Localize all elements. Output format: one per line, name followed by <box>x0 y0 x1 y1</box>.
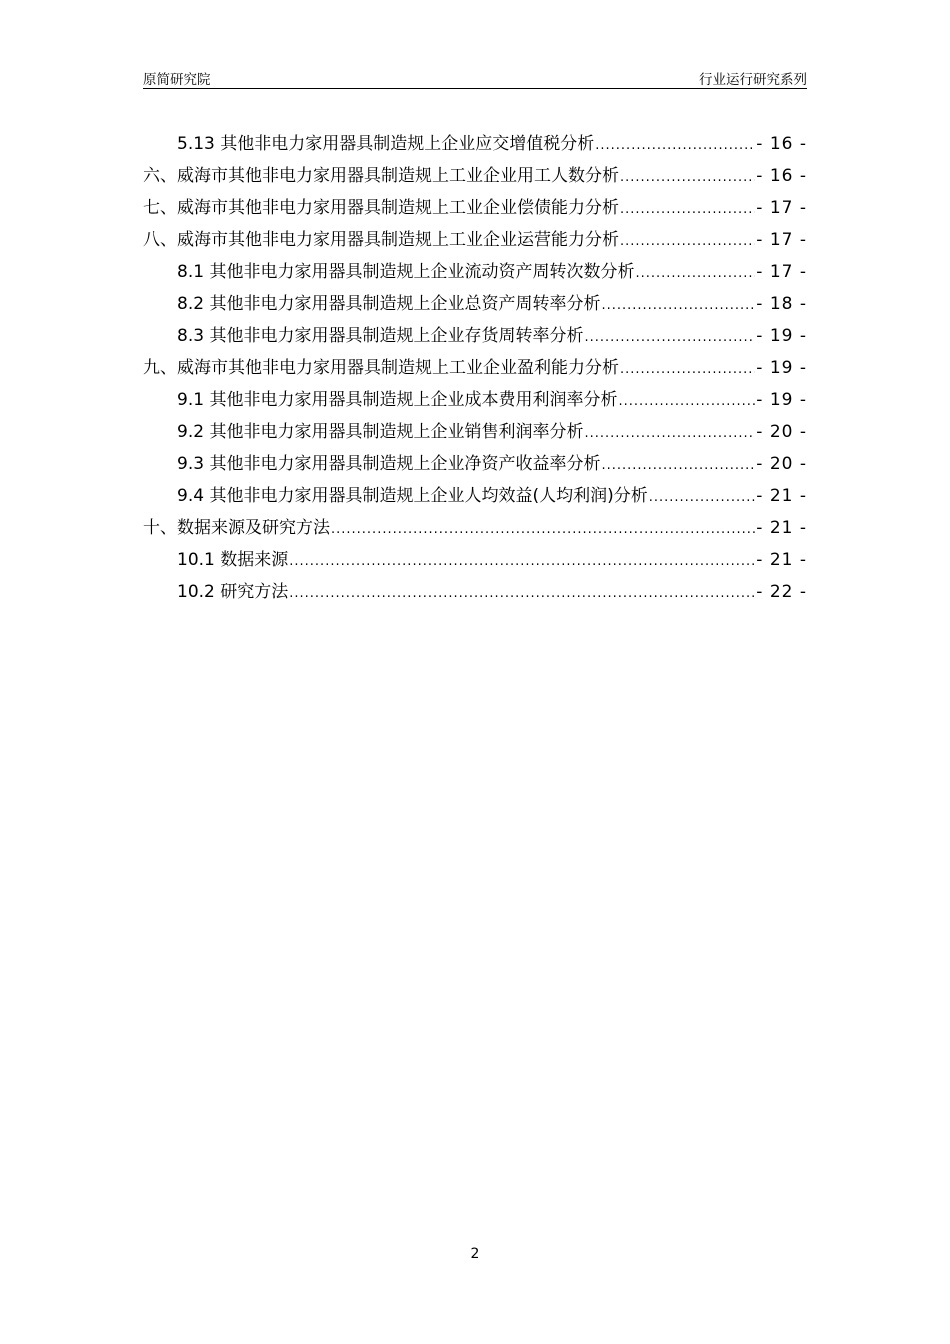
toc-leader-dots <box>620 162 755 194</box>
header-organization: 原简研究院 <box>143 72 211 88</box>
toc-entry[interactable] <box>143 576 807 608</box>
toc-entry-title: 5.13 其他非电力家用器具制造规上企业应交增值税分析 <box>177 134 595 154</box>
toc-leader-dots <box>601 290 755 322</box>
toc-entry-title: 九、威海市其他非电力家用器具制造规上工业企业盈利能力分析 <box>143 358 619 378</box>
toc-entry-page: - 19 - <box>756 390 807 410</box>
toc-entry-page: - 20 - <box>756 454 807 474</box>
toc-leader-dots <box>601 450 755 482</box>
header-series-title: 行业运行研究系列 <box>699 72 807 88</box>
toc-entry-title: 9.2 其他非电力家用器具制造规上企业销售利润率分析 <box>177 422 584 442</box>
toc-entry-title: 十、数据来源及研究方法 <box>143 518 330 538</box>
toc-entry[interactable] <box>143 320 807 352</box>
toc-entry[interactable] <box>143 512 807 544</box>
toc-entry[interactable] <box>143 352 807 384</box>
toc-entry-page: - 17 - <box>756 198 807 218</box>
toc-entry-title: 8.2 其他非电力家用器具制造规上企业总资产周转率分析 <box>177 294 601 314</box>
toc-entry[interactable] <box>143 192 807 224</box>
toc-entry-page: - 18 - <box>756 294 807 314</box>
toc-entry-title: 9.3 其他非电力家用器具制造规上企业净资产收益率分析 <box>177 454 601 474</box>
toc-entry-title: 9.1 其他非电力家用器具制造规上企业成本费用利润率分析 <box>177 390 618 410</box>
toc-leader-dots <box>620 354 755 386</box>
toc-entry-title: 10.1 数据来源 <box>177 550 289 570</box>
toc-entry-page: - 21 - <box>756 486 807 506</box>
toc-entry-title: 10.2 研究方法 <box>177 582 289 602</box>
toc-entry[interactable] <box>143 128 807 160</box>
toc-entry-page: - 21 - <box>756 550 807 570</box>
toc-leader-dots <box>289 578 755 610</box>
toc-entry-page: - 16 - <box>756 166 807 186</box>
toc-entry-page: - 20 - <box>756 422 807 442</box>
toc-leader-dots <box>620 226 755 258</box>
toc-entry-title: 8.1 其他非电力家用器具制造规上企业流动资产周转次数分析 <box>177 262 635 282</box>
toc-leader-dots <box>635 258 755 290</box>
toc-leader-dots <box>289 546 755 578</box>
toc-entry-page: - 21 - <box>756 518 807 538</box>
toc-entry-page: - 17 - <box>756 262 807 282</box>
toc-entry[interactable] <box>143 256 807 288</box>
toc-entry[interactable] <box>143 288 807 320</box>
toc-leader-dots <box>620 194 755 226</box>
toc-leader-dots <box>649 482 756 514</box>
toc-entry[interactable] <box>143 160 807 192</box>
toc-leader-dots <box>595 130 755 162</box>
toc-entry-title: 六、威海市其他非电力家用器具制造规上工业企业用工人数分析 <box>143 166 619 186</box>
toc-entry[interactable] <box>143 416 807 448</box>
toc-entry-page: - 16 - <box>756 134 807 154</box>
toc-entry-page: - 19 - <box>756 358 807 378</box>
page-header <box>143 66 807 89</box>
toc-leader-dots <box>618 386 755 418</box>
toc-entry[interactable] <box>143 544 807 576</box>
toc-leader-dots <box>584 322 755 354</box>
toc-entry-page: - 17 - <box>756 230 807 250</box>
toc-leader-dots <box>584 418 755 450</box>
toc-entry-title: 七、威海市其他非电力家用器具制造规上工业企业偿债能力分析 <box>143 198 619 218</box>
toc-entry[interactable] <box>143 384 807 416</box>
toc-entry-page: - 19 - <box>756 326 807 346</box>
toc-entry-page: - 22 - <box>756 582 807 602</box>
toc-entry-title: 八、威海市其他非电力家用器具制造规上工业企业运营能力分析 <box>143 230 619 250</box>
table-of-contents <box>143 128 807 608</box>
toc-entry-title: 8.3 其他非电力家用器具制造规上企业存货周转率分析 <box>177 326 584 346</box>
toc-entry[interactable] <box>143 448 807 480</box>
toc-entry[interactable] <box>143 480 807 512</box>
toc-entry[interactable] <box>143 224 807 256</box>
toc-leader-dots <box>331 514 755 546</box>
page-number: 2 <box>470 1246 480 1262</box>
toc-entry-title: 9.4 其他非电力家用器具制造规上企业人均效益(人均利润)分析 <box>177 486 648 506</box>
